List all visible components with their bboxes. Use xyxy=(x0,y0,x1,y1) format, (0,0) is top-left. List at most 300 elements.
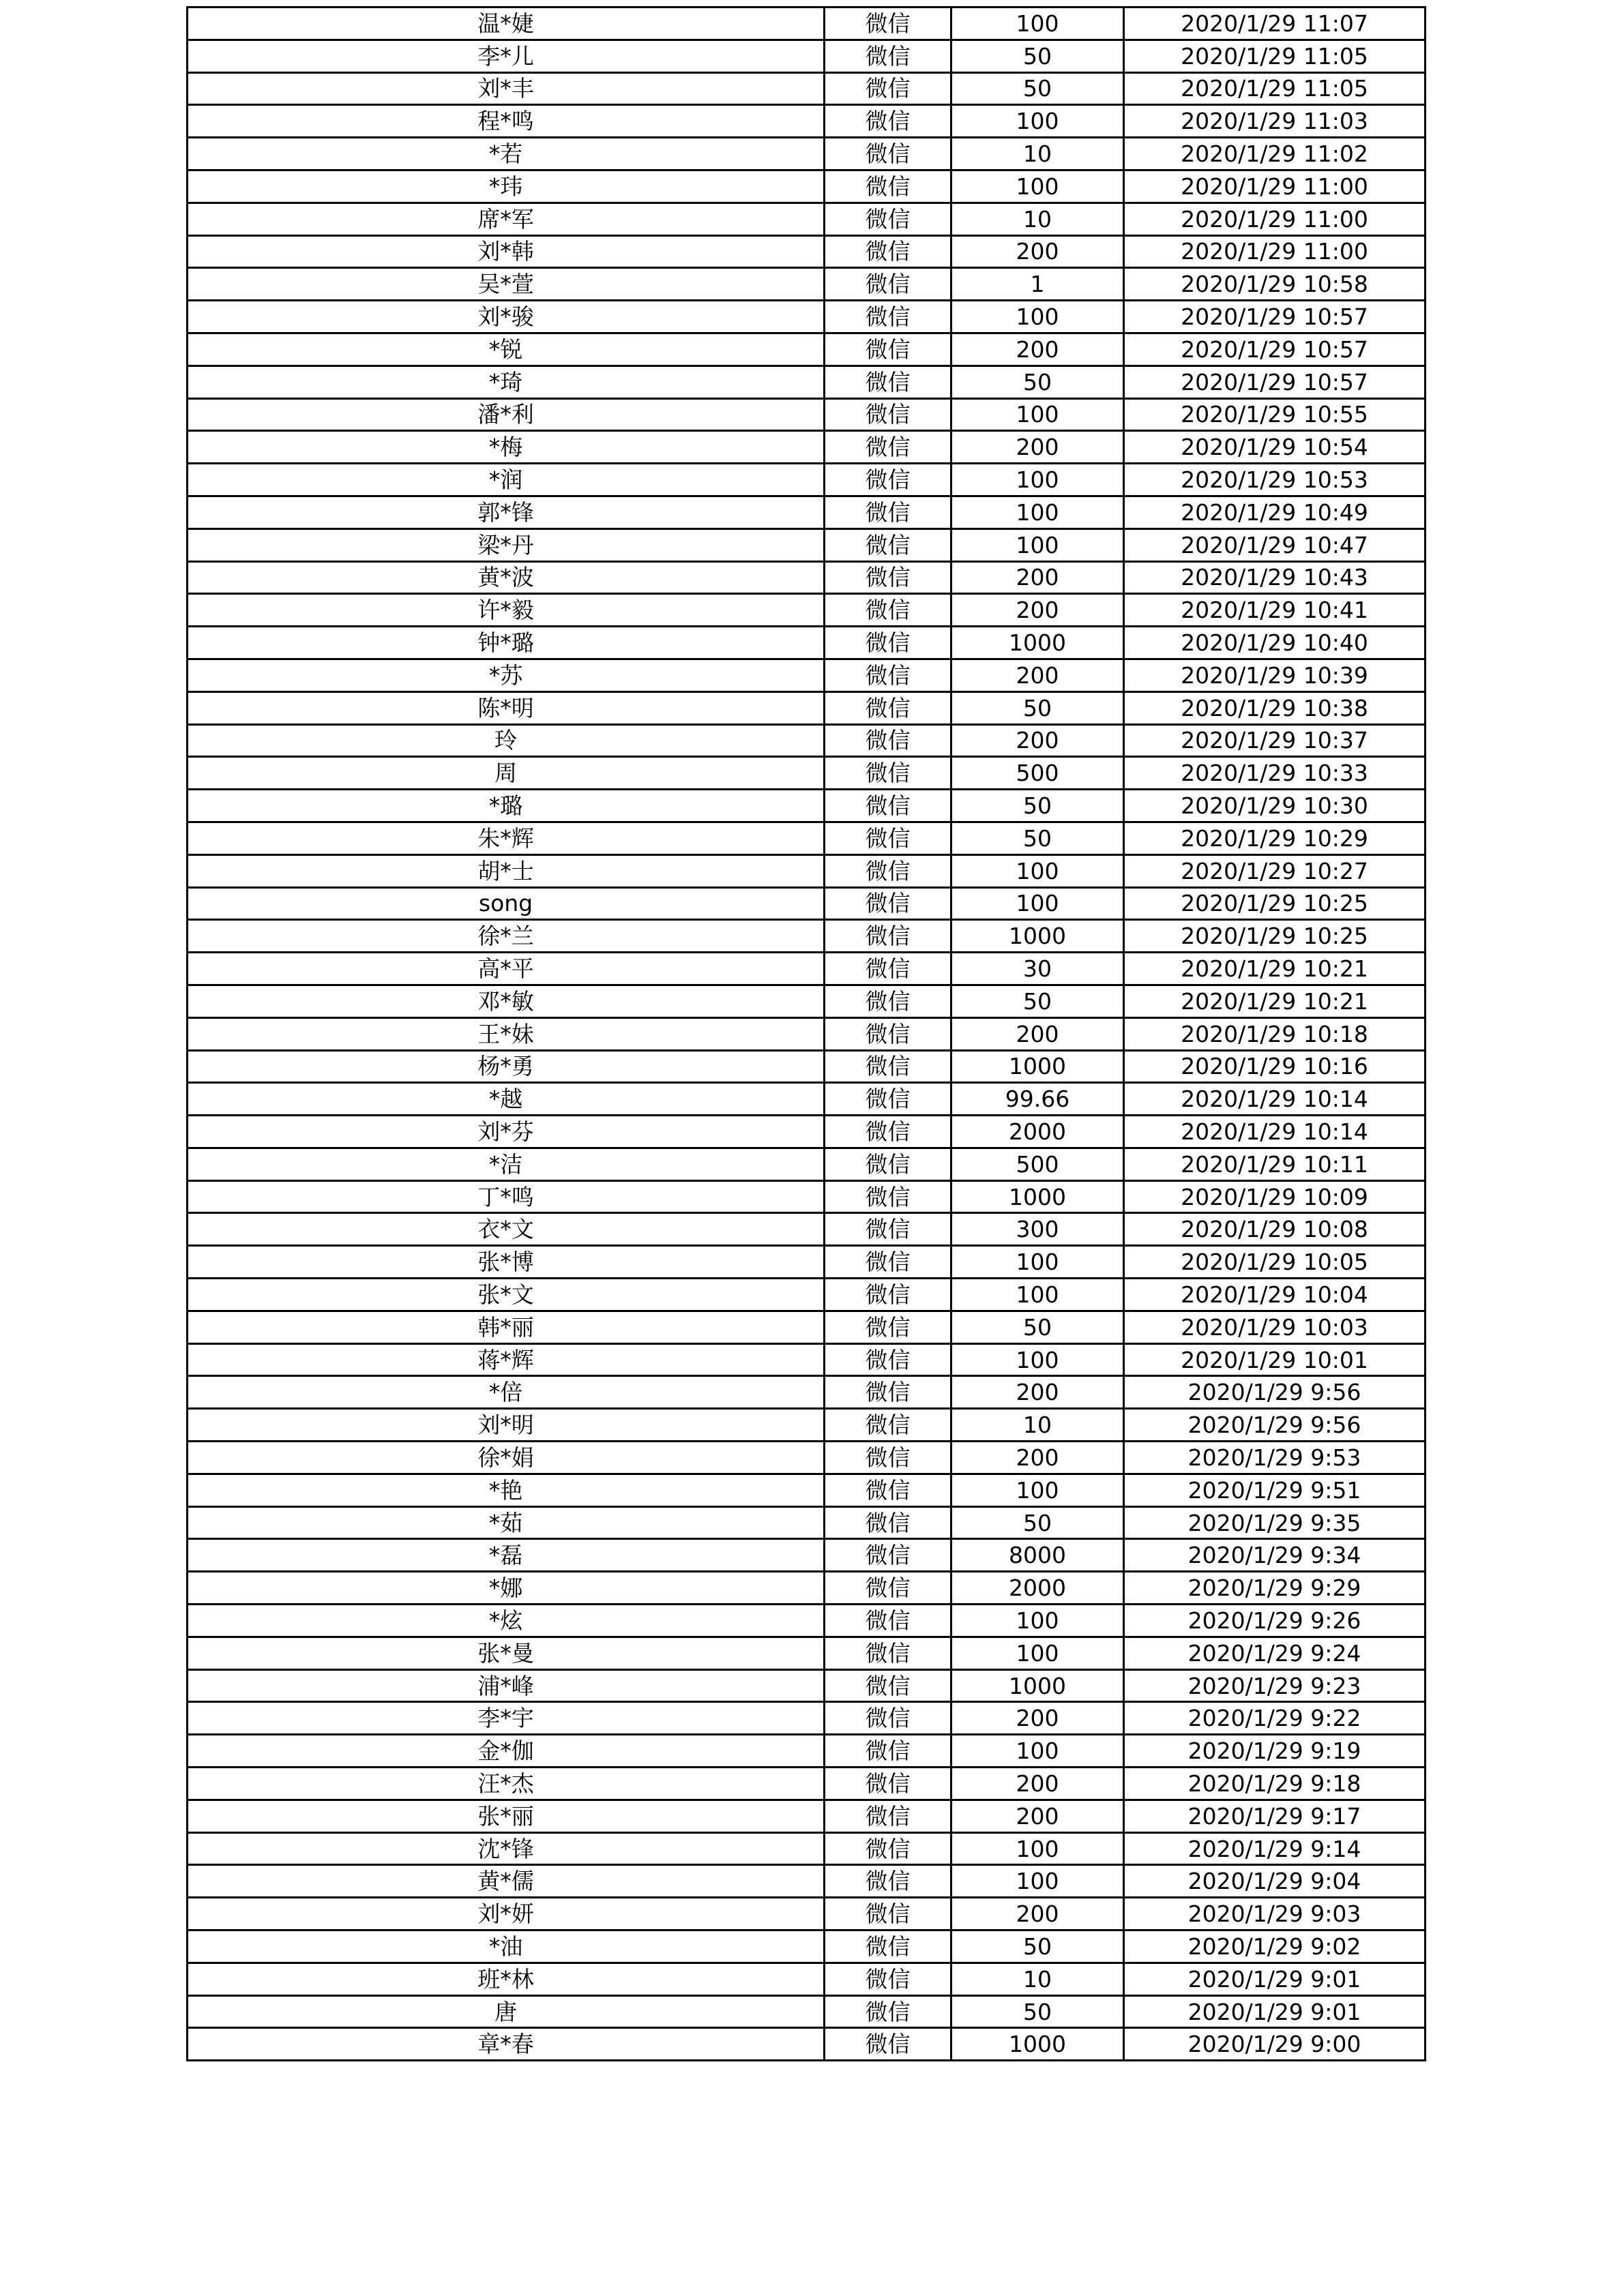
table-row xyxy=(188,1930,1426,1963)
amount-cell: 99.66 xyxy=(951,1083,1124,1116)
amount-cell: 200 xyxy=(951,431,1124,464)
amount-cell: 50 xyxy=(951,691,1124,724)
donor-name-cell: *越 xyxy=(188,1083,825,1116)
timestamp-cell: 2020/1/29 9:26 xyxy=(1124,1605,1426,1637)
table-row xyxy=(188,496,1426,528)
table-row xyxy=(188,1017,1426,1050)
amount-cell: 200 xyxy=(951,659,1124,691)
payment-channel-cell: 微信 xyxy=(825,2028,951,2061)
donor-name-cell: 丁*鸣 xyxy=(188,1180,825,1213)
timestamp-cell: 2020/1/29 10:30 xyxy=(1124,790,1426,822)
timestamp-cell: 2020/1/29 10:33 xyxy=(1124,757,1426,790)
payment-channel-cell: 微信 xyxy=(825,1376,951,1409)
payment-channel-cell: 微信 xyxy=(825,1279,951,1311)
payment-channel-cell: 微信 xyxy=(825,431,951,464)
amount-cell: 10 xyxy=(951,138,1124,170)
timestamp-cell: 2020/1/29 9:01 xyxy=(1124,1963,1426,1995)
donor-name-cell: 吴*萱 xyxy=(188,268,825,301)
donation-table xyxy=(186,6,1426,2061)
table-row xyxy=(188,822,1426,854)
payment-channel-cell: 微信 xyxy=(825,1735,951,1768)
amount-cell: 1 xyxy=(951,268,1124,301)
payment-channel-cell: 微信 xyxy=(825,1180,951,1213)
amount-cell: 100 xyxy=(951,1605,1124,1637)
table-row xyxy=(188,1963,1426,1995)
donor-name-cell: *若 xyxy=(188,138,825,170)
payment-channel-cell: 微信 xyxy=(825,1311,951,1343)
payment-channel-cell: 微信 xyxy=(825,40,951,72)
amount-cell: 1000 xyxy=(951,627,1124,659)
table-body xyxy=(188,8,1426,2061)
table-row xyxy=(188,561,1426,594)
timestamp-cell: 2020/1/29 10:39 xyxy=(1124,659,1426,691)
donor-name-cell: *倍 xyxy=(188,1376,825,1409)
amount-cell: 1000 xyxy=(951,1180,1124,1213)
amount-cell: 300 xyxy=(951,1213,1124,1246)
timestamp-cell: 2020/1/29 10:47 xyxy=(1124,528,1426,561)
amount-cell: 100 xyxy=(951,1474,1124,1506)
timestamp-cell: 2020/1/29 10:03 xyxy=(1124,1311,1426,1343)
donor-name-cell: 刘*骏 xyxy=(188,301,825,333)
table-row xyxy=(188,40,1426,72)
amount-cell: 100 xyxy=(951,496,1124,528)
timestamp-cell: 2020/1/29 10:29 xyxy=(1124,822,1426,854)
donor-name-cell: *磊 xyxy=(188,1539,825,1572)
payment-channel-cell: 微信 xyxy=(825,1702,951,1735)
timestamp-cell: 2020/1/29 10:27 xyxy=(1124,854,1426,887)
payment-channel-cell: 微信 xyxy=(825,1898,951,1930)
payment-channel-cell: 微信 xyxy=(825,105,951,138)
payment-channel-cell: 微信 xyxy=(825,138,951,170)
donor-name-cell: 刘*芬 xyxy=(188,1116,825,1148)
payment-channel-cell: 微信 xyxy=(825,1539,951,1572)
payment-channel-cell: 微信 xyxy=(825,659,951,691)
payment-channel-cell: 微信 xyxy=(825,1930,951,1963)
donor-name-cell: *茹 xyxy=(188,1506,825,1539)
amount-cell: 30 xyxy=(951,953,1124,985)
timestamp-cell: 2020/1/29 10:14 xyxy=(1124,1083,1426,1116)
timestamp-cell: 2020/1/29 10:37 xyxy=(1124,724,1426,757)
amount-cell: 500 xyxy=(951,1148,1124,1180)
payment-channel-cell: 微信 xyxy=(825,920,951,953)
timestamp-cell: 2020/1/29 10:01 xyxy=(1124,1343,1426,1376)
payment-channel-cell: 微信 xyxy=(825,953,951,985)
timestamp-cell: 2020/1/29 10:04 xyxy=(1124,1279,1426,1311)
amount-cell: 200 xyxy=(951,1898,1124,1930)
amount-cell: 10 xyxy=(951,1963,1124,1995)
donor-name-cell: 张*丽 xyxy=(188,1800,825,1832)
table-row xyxy=(188,268,1426,301)
table-row xyxy=(188,72,1426,105)
donor-name-cell: 席*军 xyxy=(188,203,825,235)
timestamp-cell: 2020/1/29 9:19 xyxy=(1124,1735,1426,1768)
table-row xyxy=(188,1083,1426,1116)
table-row xyxy=(188,1637,1426,1669)
timestamp-cell: 2020/1/29 10:25 xyxy=(1124,887,1426,920)
table-row xyxy=(188,2028,1426,2061)
amount-cell: 1000 xyxy=(951,1050,1124,1083)
table-row xyxy=(188,1995,1426,2028)
table-row xyxy=(188,203,1426,235)
amount-cell: 500 xyxy=(951,757,1124,790)
table-row xyxy=(188,398,1426,431)
donor-name-cell: song xyxy=(188,887,825,920)
payment-channel-cell: 微信 xyxy=(825,854,951,887)
payment-channel-cell: 微信 xyxy=(825,1768,951,1800)
table-row xyxy=(188,1311,1426,1343)
donor-name-cell: 黄*儒 xyxy=(188,1865,825,1898)
amount-cell: 100 xyxy=(951,1279,1124,1311)
donor-name-cell: 徐*兰 xyxy=(188,920,825,953)
payment-channel-cell: 微信 xyxy=(825,627,951,659)
payment-channel-cell: 微信 xyxy=(825,301,951,333)
payment-channel-cell: 微信 xyxy=(825,1506,951,1539)
timestamp-cell: 2020/1/29 9:14 xyxy=(1124,1832,1426,1865)
table-row xyxy=(188,1246,1426,1279)
amount-cell: 50 xyxy=(951,1506,1124,1539)
table-row xyxy=(188,985,1426,1017)
timestamp-cell: 2020/1/29 9:00 xyxy=(1124,2028,1426,2061)
donor-name-cell: 班*林 xyxy=(188,1963,825,1995)
payment-channel-cell: 微信 xyxy=(825,496,951,528)
donor-name-cell: *油 xyxy=(188,1930,825,1963)
donor-name-cell: 张*文 xyxy=(188,1279,825,1311)
table-row xyxy=(188,691,1426,724)
payment-channel-cell: 微信 xyxy=(825,1637,951,1669)
amount-cell: 50 xyxy=(951,40,1124,72)
timestamp-cell: 2020/1/29 10:14 xyxy=(1124,1116,1426,1148)
timestamp-cell: 2020/1/29 9:29 xyxy=(1124,1572,1426,1605)
donor-name-cell: *娜 xyxy=(188,1572,825,1605)
payment-channel-cell: 微信 xyxy=(825,333,951,366)
donor-name-cell: 邓*敏 xyxy=(188,985,825,1017)
timestamp-cell: 2020/1/29 9:56 xyxy=(1124,1409,1426,1442)
amount-cell: 200 xyxy=(951,1702,1124,1735)
table-row xyxy=(188,1148,1426,1180)
donor-name-cell: 沈*锋 xyxy=(188,1832,825,1865)
timestamp-cell: 2020/1/29 11:00 xyxy=(1124,235,1426,268)
payment-channel-cell: 微信 xyxy=(825,1116,951,1148)
donor-name-cell: *梅 xyxy=(188,431,825,464)
donor-name-cell: *玮 xyxy=(188,170,825,203)
table-row xyxy=(188,920,1426,953)
payment-channel-cell: 微信 xyxy=(825,268,951,301)
table-row xyxy=(188,138,1426,170)
table-row xyxy=(188,1539,1426,1572)
timestamp-cell: 2020/1/29 10:09 xyxy=(1124,1180,1426,1213)
timestamp-cell: 2020/1/29 10:25 xyxy=(1124,920,1426,953)
amount-cell: 100 xyxy=(951,1735,1124,1768)
timestamp-cell: 2020/1/29 9:02 xyxy=(1124,1930,1426,1963)
donor-name-cell: *炫 xyxy=(188,1605,825,1637)
timestamp-cell: 2020/1/29 11:00 xyxy=(1124,170,1426,203)
payment-channel-cell: 微信 xyxy=(825,1017,951,1050)
donor-name-cell: 温*婕 xyxy=(188,8,825,40)
donor-name-cell: 许*毅 xyxy=(188,594,825,627)
table-row xyxy=(188,105,1426,138)
timestamp-cell: 2020/1/29 10:54 xyxy=(1124,431,1426,464)
amount-cell: 50 xyxy=(951,1311,1124,1343)
payment-channel-cell: 微信 xyxy=(825,985,951,1017)
timestamp-cell: 2020/1/29 10:41 xyxy=(1124,594,1426,627)
payment-channel-cell: 微信 xyxy=(825,1605,951,1637)
timestamp-cell: 2020/1/29 9:56 xyxy=(1124,1376,1426,1409)
timestamp-cell: 2020/1/29 11:02 xyxy=(1124,138,1426,170)
payment-channel-cell: 微信 xyxy=(825,1865,951,1898)
table-row xyxy=(188,464,1426,496)
payment-channel-cell: 微信 xyxy=(825,170,951,203)
timestamp-cell: 2020/1/29 10:08 xyxy=(1124,1213,1426,1246)
timestamp-cell: 2020/1/29 9:35 xyxy=(1124,1506,1426,1539)
amount-cell: 50 xyxy=(951,1930,1124,1963)
payment-channel-cell: 微信 xyxy=(825,1148,951,1180)
table-row xyxy=(188,953,1426,985)
timestamp-cell: 2020/1/29 9:17 xyxy=(1124,1800,1426,1832)
donor-name-cell: *润 xyxy=(188,464,825,496)
donor-name-cell: *璐 xyxy=(188,790,825,822)
table-row xyxy=(188,1735,1426,1768)
donor-name-cell: 梁*丹 xyxy=(188,528,825,561)
payment-channel-cell: 微信 xyxy=(825,757,951,790)
timestamp-cell: 2020/1/29 9:24 xyxy=(1124,1637,1426,1669)
table-row xyxy=(188,1605,1426,1637)
timestamp-cell: 2020/1/29 10:16 xyxy=(1124,1050,1426,1083)
donor-name-cell: 潘*利 xyxy=(188,398,825,431)
table-row xyxy=(188,170,1426,203)
amount-cell: 200 xyxy=(951,724,1124,757)
timestamp-cell: 2020/1/29 9:03 xyxy=(1124,1898,1426,1930)
timestamp-cell: 2020/1/29 10:18 xyxy=(1124,1017,1426,1050)
donor-name-cell: *琦 xyxy=(188,366,825,398)
table-row xyxy=(188,790,1426,822)
amount-cell: 10 xyxy=(951,1409,1124,1442)
table-row xyxy=(188,235,1426,268)
payment-channel-cell: 微信 xyxy=(825,1832,951,1865)
donor-name-cell: 汪*杰 xyxy=(188,1768,825,1800)
timestamp-cell: 2020/1/29 9:22 xyxy=(1124,1702,1426,1735)
payment-channel-cell: 微信 xyxy=(825,1083,951,1116)
table-row xyxy=(188,1865,1426,1898)
amount-cell: 1000 xyxy=(951,920,1124,953)
amount-cell: 2000 xyxy=(951,1572,1124,1605)
payment-channel-cell: 微信 xyxy=(825,1409,951,1442)
payment-channel-cell: 微信 xyxy=(825,1800,951,1832)
table-row xyxy=(188,1442,1426,1474)
donor-name-cell: 李*宇 xyxy=(188,1702,825,1735)
amount-cell: 100 xyxy=(951,528,1124,561)
payment-channel-cell: 微信 xyxy=(825,1343,951,1376)
table-row xyxy=(188,1702,1426,1735)
amount-cell: 100 xyxy=(951,1832,1124,1865)
timestamp-cell: 2020/1/29 10:05 xyxy=(1124,1246,1426,1279)
table-row xyxy=(188,594,1426,627)
timestamp-cell: 2020/1/29 9:01 xyxy=(1124,1995,1426,2028)
payment-channel-cell: 微信 xyxy=(825,1995,951,2028)
table-row xyxy=(188,659,1426,691)
amount-cell: 50 xyxy=(951,72,1124,105)
donor-name-cell: 玲 xyxy=(188,724,825,757)
table-row xyxy=(188,1180,1426,1213)
donor-name-cell: 刘*妍 xyxy=(188,1898,825,1930)
amount-cell: 200 xyxy=(951,235,1124,268)
amount-cell: 100 xyxy=(951,887,1124,920)
timestamp-cell: 2020/1/29 9:04 xyxy=(1124,1865,1426,1898)
amount-cell: 200 xyxy=(951,333,1124,366)
timestamp-cell: 2020/1/29 9:23 xyxy=(1124,1669,1426,1702)
timestamp-cell: 2020/1/29 10:58 xyxy=(1124,268,1426,301)
payment-channel-cell: 微信 xyxy=(825,594,951,627)
amount-cell: 100 xyxy=(951,8,1124,40)
amount-cell: 1000 xyxy=(951,2028,1124,2061)
timestamp-cell: 2020/1/29 10:55 xyxy=(1124,398,1426,431)
timestamp-cell: 2020/1/29 10:21 xyxy=(1124,985,1426,1017)
amount-cell: 200 xyxy=(951,1017,1124,1050)
donor-name-cell: 周 xyxy=(188,757,825,790)
amount-cell: 200 xyxy=(951,1376,1124,1409)
timestamp-cell: 2020/1/29 10:57 xyxy=(1124,366,1426,398)
table-row xyxy=(188,1669,1426,1702)
payment-channel-cell: 微信 xyxy=(825,464,951,496)
table-row xyxy=(188,1376,1426,1409)
timestamp-cell: 2020/1/29 10:21 xyxy=(1124,953,1426,985)
amount-cell: 100 xyxy=(951,1343,1124,1376)
table-row xyxy=(188,1116,1426,1148)
amount-cell: 50 xyxy=(951,822,1124,854)
timestamp-cell: 2020/1/29 11:05 xyxy=(1124,40,1426,72)
donor-name-cell: 韩*丽 xyxy=(188,1311,825,1343)
table-row xyxy=(188,1213,1426,1246)
donor-name-cell: 高*平 xyxy=(188,953,825,985)
amount-cell: 200 xyxy=(951,594,1124,627)
table-row xyxy=(188,757,1426,790)
timestamp-cell: 2020/1/29 10:40 xyxy=(1124,627,1426,659)
donor-name-cell: 蒋*辉 xyxy=(188,1343,825,1376)
amount-cell: 50 xyxy=(951,985,1124,1017)
payment-channel-cell: 微信 xyxy=(825,72,951,105)
table-row xyxy=(188,1050,1426,1083)
amount-cell: 8000 xyxy=(951,1539,1124,1572)
donor-name-cell: 朱*辉 xyxy=(188,822,825,854)
amount-cell: 200 xyxy=(951,1768,1124,1800)
table-row xyxy=(188,528,1426,561)
timestamp-cell: 2020/1/29 10:38 xyxy=(1124,691,1426,724)
timestamp-cell: 2020/1/29 10:49 xyxy=(1124,496,1426,528)
table-row xyxy=(188,724,1426,757)
payment-channel-cell: 微信 xyxy=(825,1442,951,1474)
table-row xyxy=(188,366,1426,398)
amount-cell: 100 xyxy=(951,1865,1124,1898)
donor-name-cell: 胡*士 xyxy=(188,854,825,887)
timestamp-cell: 2020/1/29 11:05 xyxy=(1124,72,1426,105)
timestamp-cell: 2020/1/29 9:34 xyxy=(1124,1539,1426,1572)
amount-cell: 100 xyxy=(951,398,1124,431)
payment-channel-cell: 微信 xyxy=(825,1474,951,1506)
table-row xyxy=(188,1800,1426,1832)
donor-name-cell: 程*鸣 xyxy=(188,105,825,138)
payment-channel-cell: 微信 xyxy=(825,235,951,268)
payment-channel-cell: 微信 xyxy=(825,8,951,40)
timestamp-cell: 2020/1/29 11:00 xyxy=(1124,203,1426,235)
timestamp-cell: 2020/1/29 9:53 xyxy=(1124,1442,1426,1474)
payment-channel-cell: 微信 xyxy=(825,398,951,431)
donor-name-cell: 衣*文 xyxy=(188,1213,825,1246)
table-row xyxy=(188,8,1426,40)
donor-name-cell: 王*妹 xyxy=(188,1017,825,1050)
amount-cell: 100 xyxy=(951,1246,1124,1279)
table-row xyxy=(188,1409,1426,1442)
donor-name-cell: 金*伽 xyxy=(188,1735,825,1768)
donor-name-cell: 钟*璐 xyxy=(188,627,825,659)
payment-channel-cell: 微信 xyxy=(825,822,951,854)
donor-name-cell: 张*曼 xyxy=(188,1637,825,1669)
donor-name-cell: 郭*锋 xyxy=(188,496,825,528)
timestamp-cell: 2020/1/29 10:57 xyxy=(1124,333,1426,366)
payment-channel-cell: 微信 xyxy=(825,1963,951,1995)
donor-name-cell: 杨*勇 xyxy=(188,1050,825,1083)
donor-name-cell: 唐 xyxy=(188,1995,825,2028)
donor-name-cell: 刘*明 xyxy=(188,1409,825,1442)
table-row xyxy=(188,887,1426,920)
donor-name-cell: 刘*丰 xyxy=(188,72,825,105)
timestamp-cell: 2020/1/29 9:18 xyxy=(1124,1768,1426,1800)
payment-channel-cell: 微信 xyxy=(825,887,951,920)
payment-channel-cell: 微信 xyxy=(825,724,951,757)
table-row xyxy=(188,1506,1426,1539)
timestamp-cell: 2020/1/29 10:57 xyxy=(1124,301,1426,333)
amount-cell: 100 xyxy=(951,464,1124,496)
timestamp-cell: 2020/1/29 10:43 xyxy=(1124,561,1426,594)
amount-cell: 200 xyxy=(951,1442,1124,1474)
donor-name-cell: 章*春 xyxy=(188,2028,825,2061)
payment-channel-cell: 微信 xyxy=(825,691,951,724)
table-row xyxy=(188,1343,1426,1376)
amount-cell: 50 xyxy=(951,790,1124,822)
table-row xyxy=(188,1898,1426,1930)
amount-cell: 1000 xyxy=(951,1669,1124,1702)
amount-cell: 100 xyxy=(951,1637,1124,1669)
amount-cell: 100 xyxy=(951,854,1124,887)
payment-channel-cell: 微信 xyxy=(825,1572,951,1605)
amount-cell: 100 xyxy=(951,105,1124,138)
table-row xyxy=(188,1474,1426,1506)
payment-channel-cell: 微信 xyxy=(825,528,951,561)
donor-name-cell: *苏 xyxy=(188,659,825,691)
amount-cell: 100 xyxy=(951,170,1124,203)
table-row xyxy=(188,301,1426,333)
table-row xyxy=(188,1768,1426,1800)
table-row xyxy=(188,627,1426,659)
donor-name-cell: 李*儿 xyxy=(188,40,825,72)
table-row xyxy=(188,431,1426,464)
payment-channel-cell: 微信 xyxy=(825,1213,951,1246)
amount-cell: 10 xyxy=(951,203,1124,235)
donor-name-cell: 陈*明 xyxy=(188,691,825,724)
donor-name-cell: 张*博 xyxy=(188,1246,825,1279)
amount-cell: 50 xyxy=(951,366,1124,398)
table-row xyxy=(188,1832,1426,1865)
payment-channel-cell: 微信 xyxy=(825,561,951,594)
table-row xyxy=(188,854,1426,887)
donor-name-cell: 徐*娟 xyxy=(188,1442,825,1474)
amount-cell: 100 xyxy=(951,301,1124,333)
amount-cell: 50 xyxy=(951,1995,1124,2028)
timestamp-cell: 2020/1/29 10:11 xyxy=(1124,1148,1426,1180)
table-row xyxy=(188,333,1426,366)
donor-name-cell: *洁 xyxy=(188,1148,825,1180)
donor-name-cell: *锐 xyxy=(188,333,825,366)
payment-channel-cell: 微信 xyxy=(825,203,951,235)
payment-channel-cell: 微信 xyxy=(825,790,951,822)
